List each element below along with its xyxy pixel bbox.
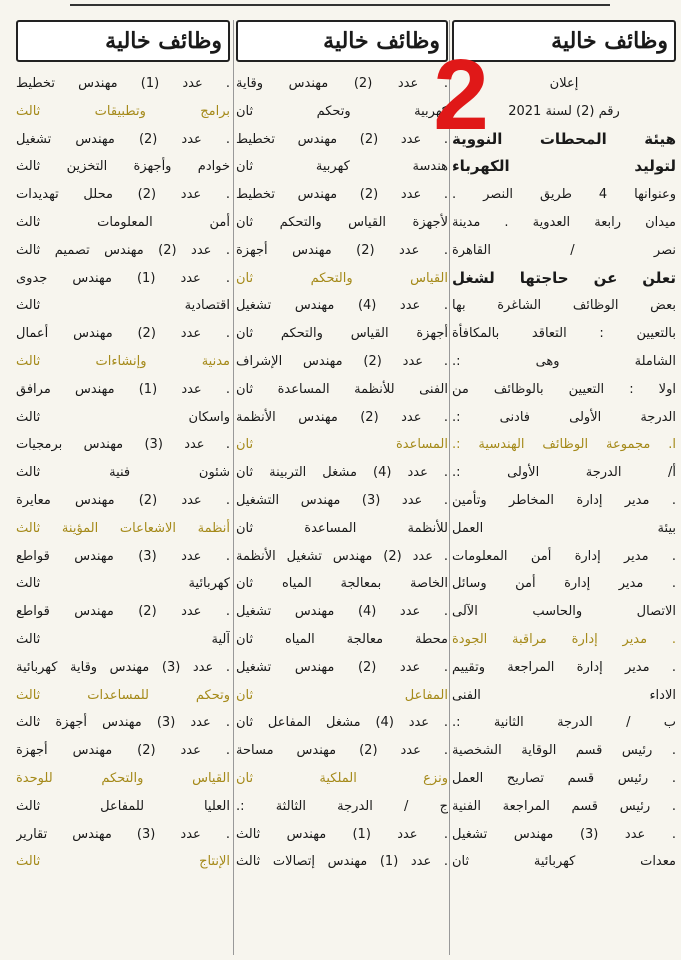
text-line: لأجهزة القياس والتحكم ثان — [236, 214, 448, 230]
text-line: الاتصال والحاسب الآلى — [452, 604, 676, 620]
text-line: الفنى للأنظمة المساعدة ثان — [236, 381, 448, 397]
text-line: . عدد (2) مهندس تشغيل — [236, 659, 448, 675]
top-rule — [70, 4, 610, 6]
column-left — [16, 20, 230, 955]
text-line: لتوليد الكهرباء — [452, 157, 676, 176]
text-line: ونزع الملكية ثان — [236, 770, 448, 786]
text-line: . عدد (1) مهندس جدوى — [16, 270, 230, 286]
text-line: . مدير إدارة أمن وسائل — [452, 576, 676, 592]
column-header — [16, 20, 230, 62]
text-line: . عدد (1) مهندس ثالث — [236, 826, 448, 842]
text-line: اولا : التعيين بالوظائف من — [452, 381, 676, 397]
text-line: . عدد (2) مهندس أجهزة — [16, 743, 230, 759]
text-line: . عدد (2) مهندس أجهزة — [236, 242, 448, 258]
text-line: خوادم وأجهزة التخزين ثالث — [16, 159, 230, 175]
text-line: ج / الدرجة الثالثة :. — [236, 798, 448, 814]
text-line: . عدد (2) محلل تهديدات — [16, 187, 230, 203]
text-line: . عدد (2) مهندس الإشراف — [236, 353, 448, 369]
text-line: هيئة المحطات النووية — [452, 129, 676, 148]
text-line: . عدد (3) مهندس التشغيل — [236, 492, 448, 508]
text-line: كهربائية ثالث — [16, 576, 230, 592]
text-line: . عدد (2) مهندس تصميم ثالث — [16, 242, 230, 258]
text-line: . عدد (1) مهندس تخطيط — [16, 76, 230, 91]
text-line: . عدد (2) مهندس قواطع — [16, 604, 230, 620]
text-line: القياس والتحكم ثان — [236, 270, 448, 286]
text-line: . عدد (2) مهندس معايرة — [16, 492, 230, 508]
text-line: . عدد (2) مهندس تخطيط — [236, 131, 448, 147]
text-line: . عدد (3) مهندس قواطع — [16, 548, 230, 564]
text-line: آلية ثالث — [16, 631, 230, 647]
text-line: اقتصادية ثالث — [16, 298, 230, 314]
column-right — [452, 20, 676, 955]
text-line: واسكان ثالث — [16, 409, 230, 425]
text-line: أ/ الدرجة الأولى :. — [452, 465, 676, 481]
text-line: أجهزة القياس والتحكم ثان — [236, 326, 448, 342]
column-text — [236, 70, 448, 876]
text-line: . عدد (3) مهندس برمجيات — [16, 437, 230, 453]
text-line: رقم (2) لسنة 2021 — [508, 103, 620, 119]
text-line: بيئة العمل — [452, 520, 676, 536]
text-line: معدات كهربائية ثان — [452, 854, 676, 870]
text-line: أمن المعلومات ثالث — [16, 214, 230, 230]
text-line: . مدير إدارة أمن المعلومات — [452, 548, 676, 564]
text-line: ب / الدرجة الثانية :. — [452, 715, 676, 731]
column-text — [452, 70, 676, 876]
header-title: وظائف خالية — [323, 28, 440, 54]
column-middle — [236, 20, 448, 955]
text-line: المساعدة ثان — [236, 437, 448, 453]
text-line: كهربية وتحكم ثان — [236, 103, 448, 119]
text-line: القياس والتحكم للوحدة — [16, 770, 230, 786]
text-line: العليا للمفاعل ثالث — [16, 798, 230, 814]
text-line: . عدد (2) مهندس أعمال — [16, 326, 230, 342]
text-line: المفاعل ثان — [236, 687, 448, 703]
text-line: . عدد (2) مهندس مساحة — [236, 743, 448, 759]
text-line: . مدير إدارة المراجعة وتقييم — [452, 659, 676, 675]
text-line: أنظمة الاشعاعات المؤينة ثالث — [16, 520, 230, 536]
text-line: . عدد (4) مشغل التربينة ثان — [236, 465, 448, 481]
text-line: بعض الوظائف الشاغرة بها — [452, 298, 676, 314]
text-line: بالتعيين : التعاقد بالمكافأة — [452, 326, 676, 342]
text-line: برامج وتطبيقات ثالث — [16, 103, 230, 119]
text-line: . عدد (3) مهندس وقاية كهربائية — [16, 659, 230, 675]
text-line: . عدد (4) مهندس تشغيل — [236, 298, 448, 314]
header-title: وظائف خالية — [551, 28, 668, 54]
text-line: . عدد (2) مهندس تشغيل — [16, 131, 230, 147]
text-line: وعنوانها 4 طريق النصر . — [452, 187, 676, 203]
text-line: . رئيس قسم الوقاية الشخصية — [452, 743, 676, 759]
column-divider — [233, 20, 234, 955]
text-line: محطة معالجة المياه ثان — [236, 631, 448, 647]
text-line: هندسة كهربية ثان — [236, 159, 448, 175]
text-line: ميدان رابعة العدوية . مدينة — [452, 214, 676, 230]
text-line: . عدد (1) مهندس إتصالات ثالث — [236, 854, 448, 870]
text-line: . رئيس قسم المراجعة الفنية — [452, 798, 676, 814]
text-line: ا. مجموعة الوظائف الهندسية :. — [452, 437, 676, 453]
column-header — [236, 20, 448, 62]
text-line: الدرجة الأولى فادنى :. — [452, 409, 676, 425]
header-title: وظائف خالية — [105, 28, 222, 54]
text-line: . عدد (3) مهندس تقارير — [16, 826, 230, 842]
text-line: إعلان — [549, 76, 579, 91]
text-line: . عدد (3) مهندس أجهزة ثالث — [16, 715, 230, 731]
text-line: . عدد (3) مهندس تشغيل — [452, 826, 676, 842]
text-line: الشاملة وهى :. — [452, 353, 676, 369]
text-line: . عدد (2) مهندس تشغيل الأنظمة — [236, 548, 448, 564]
text-line: . رئيس قسم تصاريح العمل — [452, 770, 676, 786]
text-line: وتحكم للمساعدات ثالث — [16, 687, 230, 703]
text-line: الاداء الفنى — [452, 687, 676, 703]
text-line: . عدد (4) مشغل المفاعل ثان — [236, 715, 448, 731]
text-line: . عدد (4) مهندس تشغيل — [236, 604, 448, 620]
text-line: للأنظمة المساعدة ثان — [236, 520, 448, 536]
text-line: . عدد (2) مهندس تخطيط — [236, 187, 448, 203]
column-text — [16, 70, 230, 876]
text-line: شئون فنية ثالث — [16, 465, 230, 481]
text-line: . عدد (2) مهندس الأنظمة — [236, 409, 448, 425]
text-line: تعلن عن حاجتها لشغل — [452, 268, 676, 287]
text-line: . مدير إدارة المخاطر وتأمين — [452, 492, 676, 508]
text-line: مدنية وإنشاءات ثالث — [16, 353, 230, 369]
column-divider — [449, 20, 450, 955]
number-badge: 2 — [433, 39, 489, 151]
text-line: . عدد (2) مهندس وقاية — [236, 76, 448, 91]
text-line: الخاصة بمعالجة المياه ثان — [236, 576, 448, 592]
text-line: نصر / القاهرة — [452, 242, 676, 258]
text-line: . عدد (1) مهندس مرافق — [16, 381, 230, 397]
text-line: . مدير إدارة مراقبة الجودة — [452, 631, 676, 647]
text-line: الإنتاج ثالث — [16, 854, 230, 870]
